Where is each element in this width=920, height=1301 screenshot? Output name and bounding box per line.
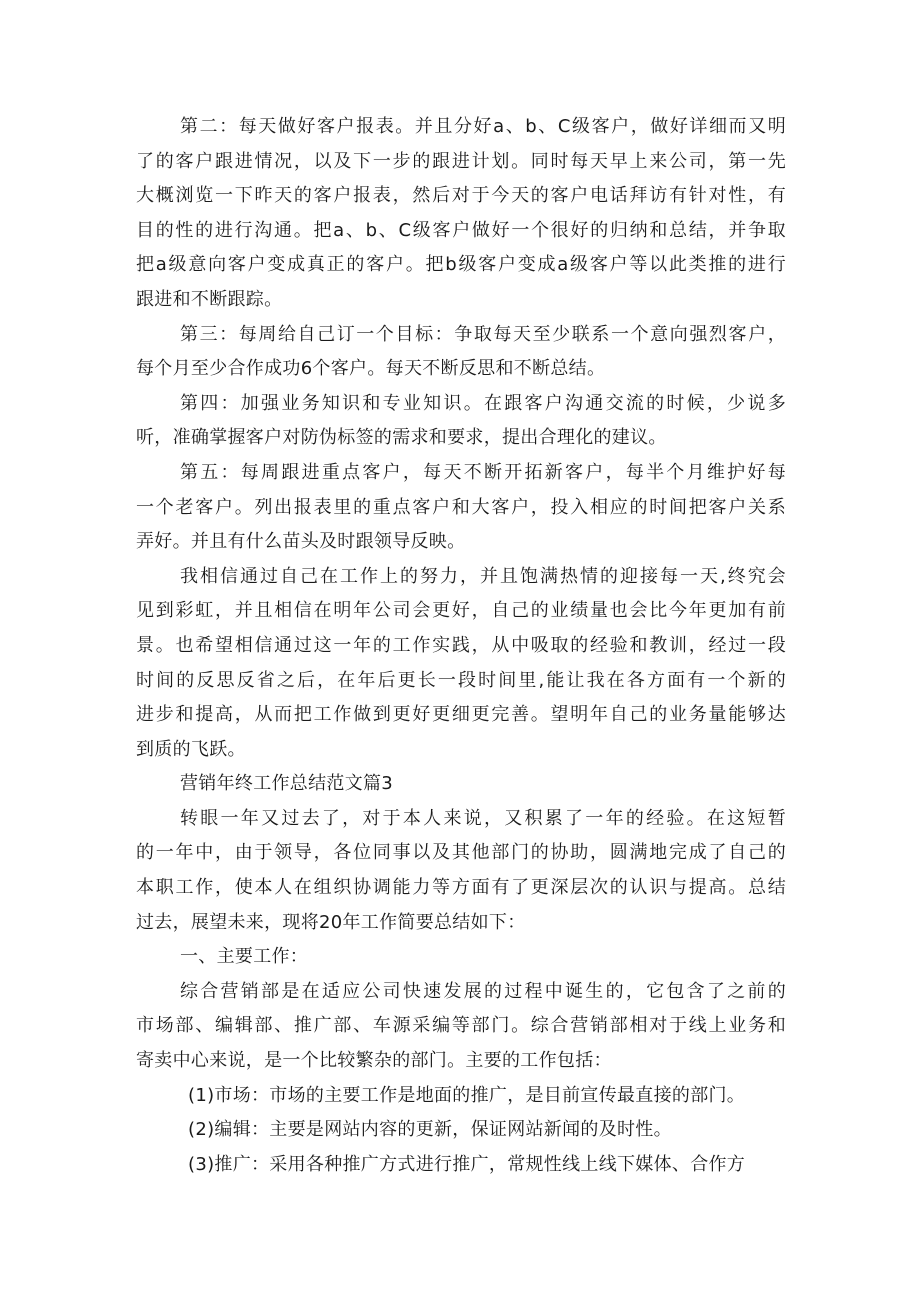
text-line: 大概浏览一下昨天的客户报表，然后对于今天的客户电话拜访有针对性，有	[136, 185, 786, 207]
text-line: 进步和提高，从而把工作做到更好更细更完善。望明年自己的业务量能够达	[136, 704, 786, 726]
text-line: 听，准确掌握客户对防伪标签的需求和要求，提出合理化的建议。	[136, 427, 667, 449]
paragraph	[136, 940, 786, 975]
paragraph	[136, 767, 786, 802]
text-line: 见到彩虹，并且相信在明年公司会更好，自己的业绩量也会比今年更加有前	[136, 600, 786, 622]
text-line: 目的性的进行沟通。把a、b、C级客户做好一个很好的归纳和总结，并争取	[136, 219, 786, 241]
text-line: 综合营销部是在适应公司快速发展的过程中诞生的，它包含了之前的	[180, 980, 786, 1002]
list-item	[136, 1148, 786, 1183]
text-line: 本职工作，使本人在组织协调能力等方面有了更深层次的认识与提高。总结	[136, 877, 786, 899]
text-line: 时间的反思反省之后，在年后更长一段时间里,能让我在各方面有一个新的	[136, 669, 786, 691]
text-line: (1)市场：市场的主要工作是地面的推广，是目前宣传最直接的部门。	[188, 1084, 746, 1106]
text-line: 了的客户跟进情况，以及下一步的跟进计划。同时每天早上来公司，第一先	[136, 150, 786, 172]
text-line: 过去，展望未来，现将20年工作简要总结如下：	[136, 911, 526, 933]
text-line: 一、主要工作：	[180, 946, 309, 968]
text-line: 寄卖中心来说，是一个比较繁杂的部门。主要的工作包括：	[136, 1050, 612, 1072]
text-line: 第三：每周给自己订一个目标：争取每天至少联系一个意向强烈客户，	[180, 323, 786, 345]
text-line: 弄好。并且有什么苗头及时跟领导反映。	[136, 531, 466, 553]
text-line: 一个老客户。列出报表里的重点客户和大客户，投入相应的时间把客户关系	[136, 496, 786, 518]
paragraph	[136, 975, 786, 1079]
text-line: (3)推广：采用各种推广方式进行推广，常规性线上线下媒体、合作方	[188, 1153, 746, 1175]
document-body	[136, 110, 786, 1182]
text-line: 到质的飞跃。	[136, 738, 246, 760]
text-line: 每个月至少合作成功6个客户。每天不断反思和不断总结。	[136, 358, 606, 380]
paragraph	[136, 802, 786, 940]
text-line: 第五：每周跟进重点客户，每天不断开拓新客户，每半个月维护好每	[180, 461, 786, 483]
paragraph	[136, 560, 786, 768]
list-item	[136, 1079, 786, 1114]
list-item	[136, 1113, 786, 1148]
text-line: (2)编辑：主要是网站内容的更新，保证网站新闻的及时性。	[188, 1119, 672, 1141]
text-line: 的一年中，由于领导，各位同事以及其他部门的协助，圆满地完成了自己的	[136, 842, 786, 864]
text-line: 第二：每天做好客户报表。并且分好a、b、C级客户，做好详细而又明	[180, 116, 786, 137]
text-line: 我相信通过自己在工作上的努力，并且饱满热情的迎接每一天,终究会	[180, 565, 786, 587]
text-line: 景。也希望相信通过这一年的工作实践，从中吸取的经验和教训，经过一段	[136, 634, 786, 656]
text-line: 跟进和不断跟踪。	[136, 288, 283, 310]
text-line: 把a级意向客户变成真正的客户。把b级客户变成a级客户等以此类推的进行	[136, 254, 786, 276]
text-line: 市场部、编辑部、推广部、车源采编等部门。综合营销部相对于线上业务和	[136, 1015, 786, 1037]
paragraph	[136, 387, 786, 456]
paragraph	[136, 110, 786, 318]
text-line: 第四：加强业务知识和专业知识。在跟客户沟通交流的时候，少说多	[180, 392, 786, 414]
text-line: 营销年终工作总结范文篇3	[180, 773, 394, 795]
paragraph	[136, 456, 786, 560]
text-line: 转眼一年又过去了，对于本人来说，又积累了一年的经验。在这短暂	[180, 807, 786, 829]
paragraph	[136, 318, 786, 387]
